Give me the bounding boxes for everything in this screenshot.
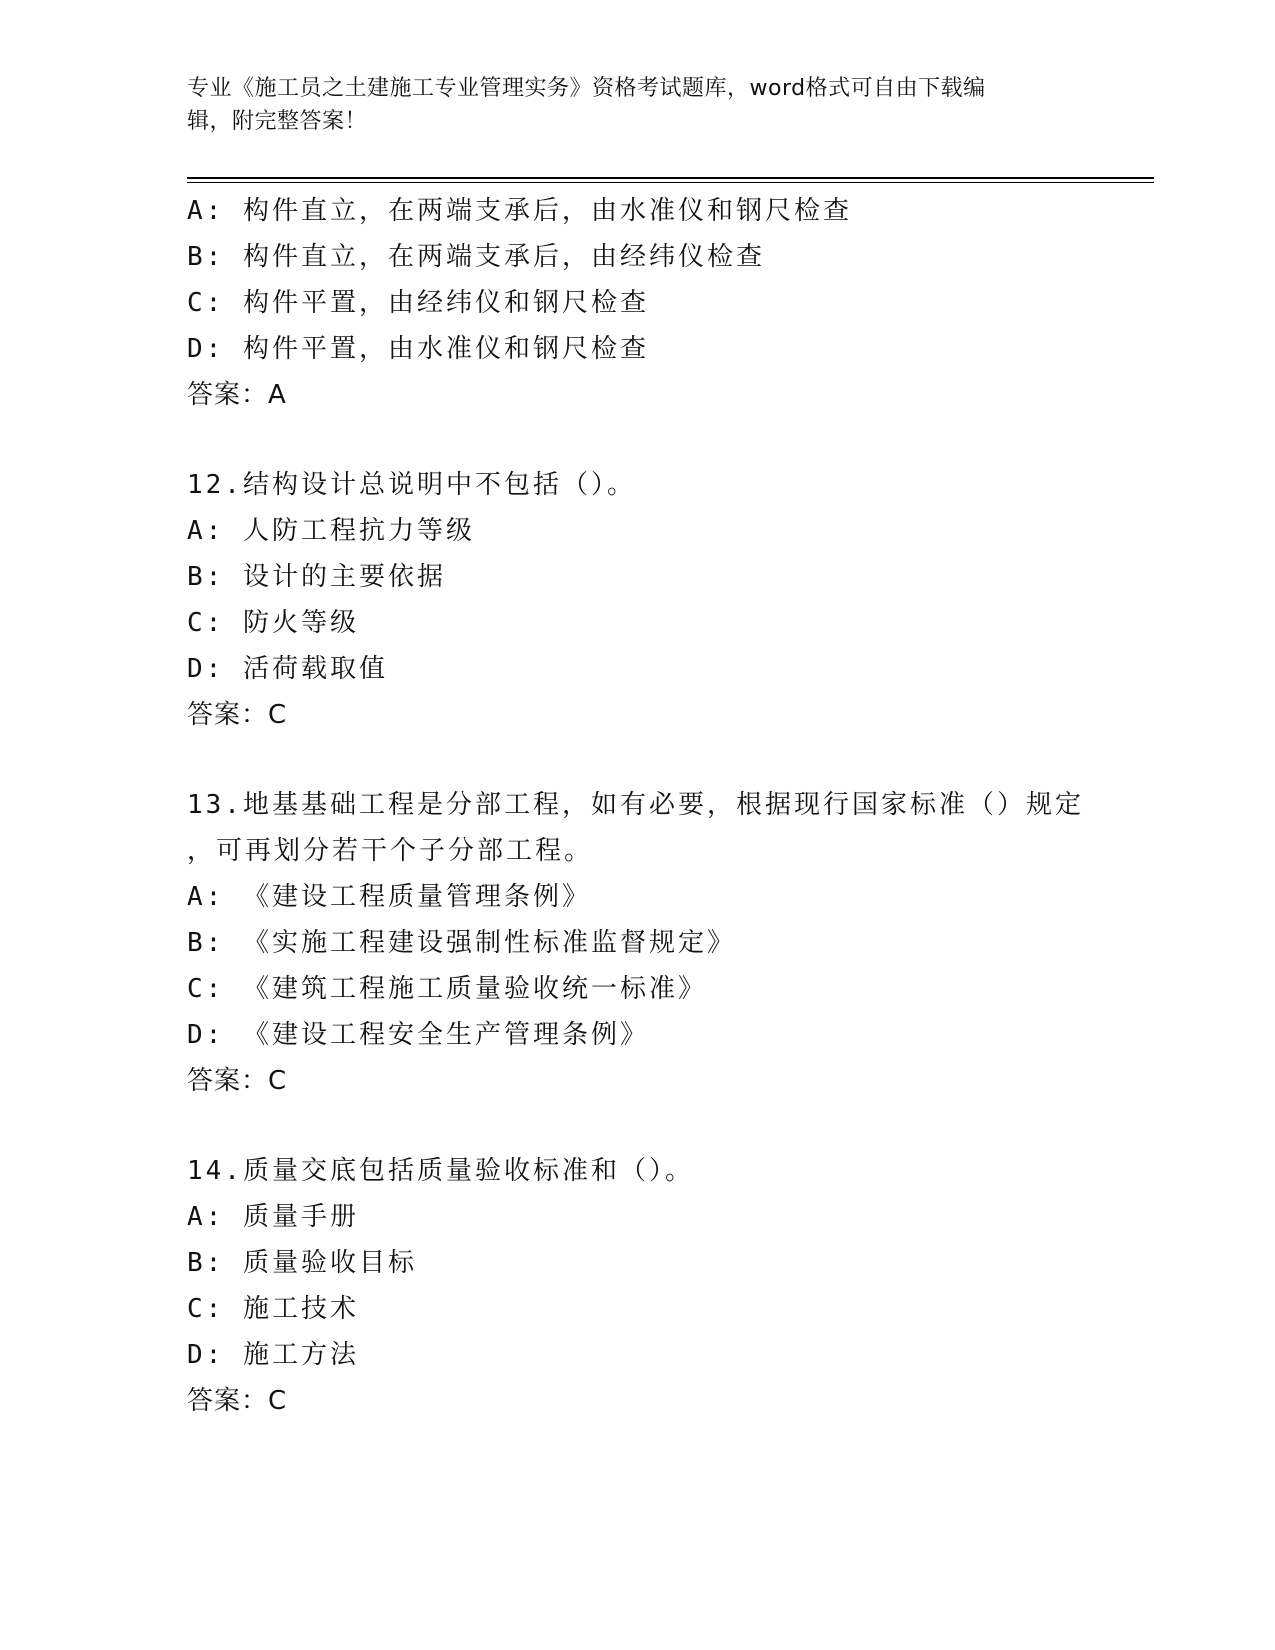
header-line-2: 辑，附完整答案！ xyxy=(187,109,368,134)
question-13 xyxy=(187,782,1127,1104)
option-d: D: 构件平置，由水准仪和钢尺检查 xyxy=(187,334,649,364)
question-11 xyxy=(187,188,1127,418)
question-list xyxy=(187,188,1127,1424)
option-b: B: 设计的主要依据 xyxy=(187,562,446,592)
option-d: D: 活荷载取值 xyxy=(187,654,388,684)
question-text-continued: ，可再划分若干个子分部工程。 xyxy=(187,836,594,866)
header-divider-thick xyxy=(187,177,1154,179)
option-a: A: 质量手册 xyxy=(187,1202,359,1232)
option-a: A: 构件直立，在两端支承后，由水准仪和钢尺检查 xyxy=(187,196,852,226)
question-text: 14.质量交底包括质量验收标准和（）。 xyxy=(187,1156,694,1186)
option-d: D: 施工方法 xyxy=(187,1340,359,1370)
header-line-1: 专业《施工员之土建施工专业管理实务》资格考试题库，word格式可自由下载编 xyxy=(187,76,986,101)
option-a: A: 人防工程抗力等级 xyxy=(187,516,475,546)
option-b: B: 构件直立，在两端支承后，由经纬仪检查 xyxy=(187,242,765,272)
answer: 答案：C xyxy=(187,700,288,730)
option-c: C: 《建筑工程施工质量验收统一标准》 xyxy=(187,974,707,1004)
option-c: C: 防火等级 xyxy=(187,608,359,638)
document-header xyxy=(187,72,1067,138)
option-c: C: 构件平置，由经纬仪和钢尺检查 xyxy=(187,288,649,318)
option-b: B: 《实施工程建设强制性标准监督规定》 xyxy=(187,928,736,958)
answer: 答案：C xyxy=(187,1066,288,1096)
answer: 答案：C xyxy=(187,1386,288,1416)
option-b: B: 质量验收目标 xyxy=(187,1248,417,1278)
option-d: D: 《建设工程安全生产管理条例》 xyxy=(187,1020,649,1050)
question-text: 12.结构设计总说明中不包括（）。 xyxy=(187,470,636,500)
question-14 xyxy=(187,1148,1127,1424)
option-c: C: 施工技术 xyxy=(187,1294,359,1324)
answer: 答案：A xyxy=(187,380,287,410)
option-a: A: 《建设工程质量管理条例》 xyxy=(187,882,591,912)
question-12 xyxy=(187,462,1127,738)
header-divider-thin xyxy=(187,182,1154,183)
question-text: 13.地基基础工程是分部工程，如有必要，根据现行国家标准（）规定 xyxy=(187,790,1084,820)
